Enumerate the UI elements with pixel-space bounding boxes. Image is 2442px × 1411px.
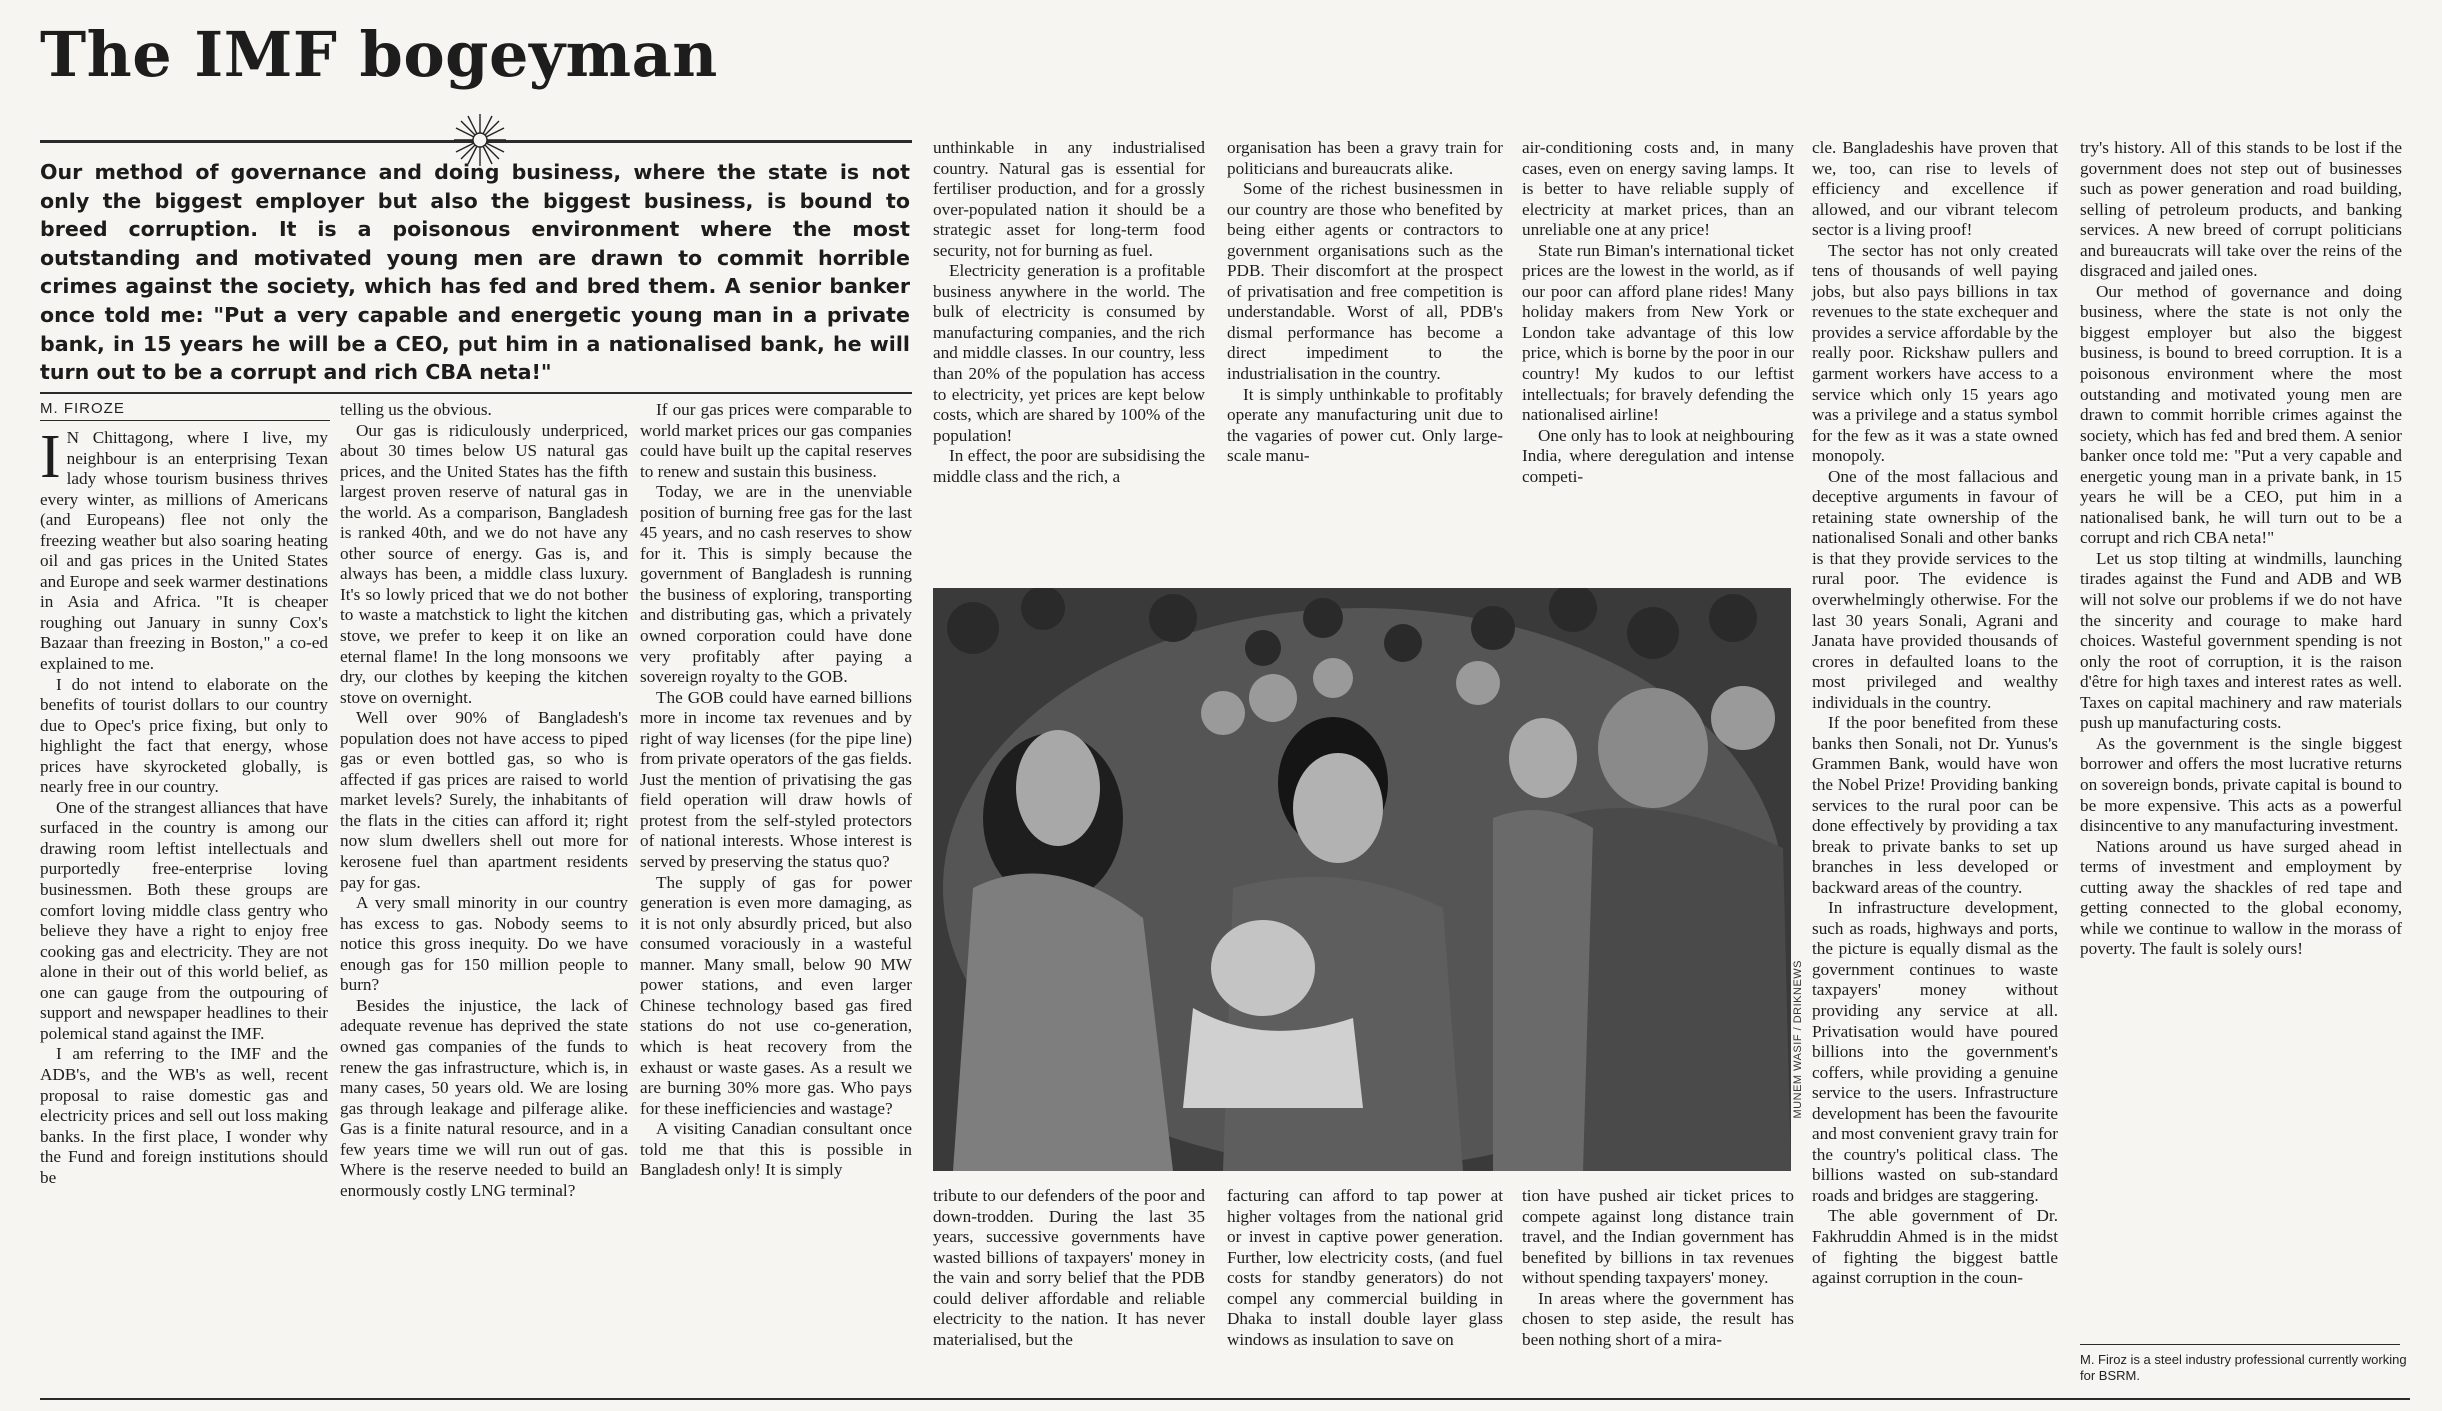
column-6-top (1522, 138, 1794, 487)
rule-lead-bottom (40, 392, 912, 394)
paragraph: I do not intend to elaborate on the benefits of tourist dollars to our country due to Opec's price fixing, but only to highlight the fact that energy, whose prices have skyrocketed globally, is nearly free in our country. (40, 674, 328, 797)
paragraph: Our gas is ridiculously underpriced, about 30 times below US natural gas prices, and the United States has the fifth largest proven reserve of natural gas in the world. As a comparison, Bangladesh is ranked 40th, and we do not have any other source of energy. Gas is, and always has been, a middle class luxury. It's so lowly priced that we do not bother to waste a matchstick to light the kitchen stove, we prefer to keep it on like an eternal flame! In the long monsoons we dry, our clothes by keeping the kitchen stove on overnight. (340, 420, 628, 707)
paragraph: If our gas prices were comparable to world market prices our gas companies could have built up the capital reserves to renew and sustain this business. (640, 400, 912, 481)
paragraph: As the government is the single biggest borrower and offers the most lucrative returns on sovereign bonds, private capital is bound to be more expensive. This acts as a powerful disincentive to any manufacturing investment. (2080, 733, 2402, 836)
column-4-bottom (933, 1186, 1205, 1350)
paragraph: The able government of Dr. Fakhruddin Ahmed is in the midst of fighting the biggest battle against corruption in the coun- (1812, 1206, 2058, 1288)
paragraph: Today, we are in the unenviable position of burning free gas for the last 45 years, and no cash reserves to show for it. This is simply because the government of Bangladesh is running the business of exploring, transporting and distributing gas, which a privately owned corporation could have done very profitably after paying a sovereign royalty to the GOB. (640, 482, 912, 687)
paragraph: One only has to look at neighbouring India, where deregulation and intense competi- (1522, 425, 1794, 486)
column-2 (340, 400, 628, 1201)
paragraph: Some of the richest businessmen in our country are those who benefited by being either agents or contractors to government organisations such as the PDB. Their discomfort at the prospect of privatisation and free competition is understandable. Worst of all, PDB's dismal performance has become a direct impediment to the industrialisation in the country. (1227, 179, 1503, 384)
paragraph: The sector has not only created tens of thousands of well paying jobs, but also pays billions in tax revenues to the state exchequer and provides a service affordable by the really poor. Rickshaw pullers and garment workers have access to a service which only 15 years ago was a privilege and a status symbol for the few as it was a state owned monopoly. (1812, 240, 2058, 466)
paragraph: unthinkable in any industrialised country. Natural gas is essential for fertiliser production, and for a grossly over-populated nation it should be a strategic asset for long-term food security, not for burning as fuel. (933, 138, 1205, 260)
paragraph: Let us stop tilting at windmills, launching tirades against the Fund and ADB and WB will not solve our problems if we do not have the sincerity and courage to make hard choices. Wasteful government spending is not only the root of corruption, it is the raison d'être for high taxes and interest rates as well. Taxes on capital machinery and raw materials push up manufacturing costs. (2080, 548, 2402, 733)
paragraph: One of the strangest alliances that have surfaced in the country is among our drawing room leftist intellectuals and purportedly free-enterprise loving businessmen. Both these groups are comfort loving middle class gentry who believe they have a right to enjoy free cooking gas and electricity. They are not alone in their out of this world belief, as one can gauge from the outpouring of support and newspaper headlines to their polemical stand against the IMF. (40, 797, 328, 1043)
column-4-top (933, 138, 1205, 487)
column-1 (40, 423, 328, 1188)
paragraph: I am referring to the IMF and the ADB's, and the WB's as well, recent proposal to raise domestic gas and electricity prices and sell out loss making banks. In the first place, I wonder why the Fund and foreign institutions should be (40, 1044, 328, 1187)
lead-paragraph: Our method of governance and doing business, where the state is not only the biggest employer but also the biggest business, is bound to breed corruption. It is a poisonous environment where the most outstanding and motivated young men are drawn to commit horrible crimes against the society, which has fed and bred them. A senior banker once told me: "Put a very capable and energetic young man in a private bank, in 15 years he will be a CEO, put him in a nationalised bank, he will turn out to be a corrupt and rich CBA neta!" (40, 160, 910, 385)
crowd-illustration (933, 588, 1791, 1171)
paragraph: The supply of gas for power generation is even more damaging, as it is not only absurdly priced, but also consumed voraciously in a wasteful manner. Many small, below 90 MW power stations, and even larger Chinese technology based gas fired stations do not use co-generation, which is heat recovery from the exhaust or waste gases. As a result we are burning 30% more gas. Who pays for these inefficiencies and wastage? (640, 872, 912, 1118)
rule-byline (40, 420, 330, 421)
paragraph: In effect, the poor are subsidising the middle class and the rich, a (933, 446, 1205, 486)
paragraph: air-conditioning costs and, in many cases, even on energy saving lamps. It is better to have reliable supply of electricity at market prices, than an unreliable one at any price! (1522, 138, 1794, 240)
headline: The IMF bogeyman (40, 18, 718, 91)
paragraph: facturing can afford to tap power at higher voltages from the national grid or invest in captive power generation. Further, low electricity costs, (and fuel costs for standby generators) do not compel any commercial building in Dhaka to install double layer glass windows as insulation to save on (1227, 1186, 1503, 1349)
paragraph: organisation has been a gravy train for politicians and bureaucrats alike. (1227, 138, 1503, 178)
paragraph: The GOB could have earned billions more in income tax revenues and by right of way licenses (for the pipe line) from private operators of the gas fields. Just the mention of privatising the gas field operation will draw howls of protest from the self-styled protectors of national interests. Whose interest is served by preserving the status quo? (640, 687, 912, 872)
column-7 (1812, 138, 2058, 1289)
column-3 (640, 400, 912, 1181)
paragraph: Electricity generation is a profitable business anywhere in the world. The bulk of electricity is consumed by manufacturing companies, and the rich and middle classes. In our country, less than 20% of the population has access to electricity, yet prices are kept below costs, which are shared by 100% of the population! (933, 261, 1205, 445)
rule-bottom (40, 1398, 2410, 1400)
paragraph: A visiting Canadian consultant once told me that this is possible in Bangladesh only! It is simply (640, 1119, 912, 1180)
paragraph: telling us the obvious. (340, 400, 492, 419)
column-5-bottom (1227, 1186, 1503, 1350)
paragraph: Besides the injustice, the lack of adequate revenue has deprived the state owned gas companies of the funds to renew the gas infrastructure, which is, in many cases, 50 years old. We are losing gas through leakage and pilferage alike. Gas is a finite natural resource, and in a few years time we will run out of gas. Where is the reserve needed to build an enormously costly LNG terminal? (340, 995, 628, 1200)
byline: M. FIROZE (40, 400, 125, 417)
paragraph: State run Biman's international ticket prices are the lowest in the world, as if our poor can afford plane rides! Many holiday makers from New York or London take advantage of this low price, which is borne by the poor in our country! My kudos to our leftist intellectuals; for bravely defending the nationalised airline! (1522, 240, 1794, 425)
author-note: M. Firoz is a steel industry professional currently working for BSRM. (2080, 1352, 2407, 1383)
paragraph: Our method of governance and doing business, where the state is not only the biggest employer but also the biggest business, is bound to breed corruption. It is a poisonous environment where the most outstanding and motivated young men are drawn to commit horrible crimes against the society, which has fed and bred them. A senior banker once told me: "Put a very capable and energetic young man in a private bank, in 15 years he will be a CEO, put him in a nationalised bank, he will turn out to be a corrupt and rich CBA neta!" (2080, 281, 2402, 548)
paragraph: try's history. All of this stands to be lost if the government does not step out of businesses such as power generation and road building, selling of petroleum products, and banking services. A new breed of corrupt politicians and bureaucrats will take over the reins of the disgraced and jailed ones. (2080, 138, 2402, 281)
paragraph: tion have pushed air ticket prices to compete against long distance train travel, and the Indian government has benefited by billions in tax revenues without spending taxpayers' money. (1522, 1186, 1794, 1288)
paragraph: In infrastructure development, such as roads, highways and ports, the picture is equally dismal as the government continues to waste taxpayers' money without providing any service at all. Privatisation would have poured billions into the government's coffers, while providing a genuine service to the users. Infrastructure development has been the favourite and most convenient gravy train for the country's political class. The billions wasted on sub-standard roads and bridges are staggering. (1812, 898, 2058, 1205)
rule-author-note (2080, 1344, 2400, 1345)
paragraph: Well over 90% of Bangladesh's population does not have access to piped gas or even bottled gas, so who is affected if gas prices are raised to world market levels? Surely, the inhabitants of the flats in the cities can afford it; right now slum dwellers shell out more for kerosene fuel than apartment residents pay for gas. (340, 708, 628, 892)
paragraph: cle. Bangladeshis have proven that we, too, can rise to levels of efficiency and excellence if allowed, and our vibrant telecom sector is a living proof! (1812, 138, 2058, 240)
paragraph: Nations around us have surged ahead in terms of investment and employment by cutting away the shackles of red tape and getting connected to the global economy, while we continue to wallow in the morass of poverty. The fault is solely ours! (2080, 836, 2402, 959)
paragraph: In areas where the government has chosen to step aside, the result has been nothing short of a mira- (1522, 1288, 1794, 1349)
drop-cap: I (40, 423, 61, 491)
paragraph: I N Chittagong, where I live, my neighbour is an enterprising Texan lady whose tourism business thrives every winter, as millions of Americans (and Europeans) flee not only the freezing weather but also soaring heating oil and gas prices in the United States and Europe and seek warmer destinations in Asia and Africa. "It is cheaper roughing out January in sunny Cox's Bazaar than freezing in Boston," a co-ed explained to me. (40, 423, 328, 674)
news-photo (933, 588, 1791, 1171)
photo-credit: MUNEM WASIF / DRIKNEWS (1792, 960, 1804, 1119)
paragraph: One of the most fallacious and deceptive arguments in favour of retaining state ownership of the nationalised Sonali and other banks is that they provide services to the rural poor. The evidence is overwhelmingly otherwise. For the last 30 years Sonali, Agrani and Janata have provided thousands of crores in defaulted loans to the most privileged and wealthy individuals in the country. (1812, 466, 2058, 712)
paragraph: A very small minority in our country has excess to gas. Nobody seems to notice this gross inequity. Do we have enough gas for 150 million people to burn? (340, 893, 628, 995)
paragraph: tribute to our defenders of the poor and down-trodden. During the last 35 years, successive governments have wasted billions of taxpayers' money in the vain and sorry belief that the PDB could deliver affordable and reliable electricity to the nation. It has never materialised, but the (933, 1186, 1205, 1349)
column-8 (2080, 138, 2402, 960)
paragraph: If the poor benefited from these banks then Sonali, not Dr. Yunus's Grammen Bank, would have won the Nobel Prize! Providing banking services to the rural poor can be done effectively by providing a tax break to private banks to set up branches in less developed or backward areas of the country. (1812, 713, 2058, 897)
paragraph: It is simply unthinkable to profitably operate any manufacturing unit due to the vagaries of power cut. Only large-scale manu- (1227, 384, 1503, 466)
column-6-bottom (1522, 1186, 1794, 1350)
column-5-top (1227, 138, 1503, 467)
